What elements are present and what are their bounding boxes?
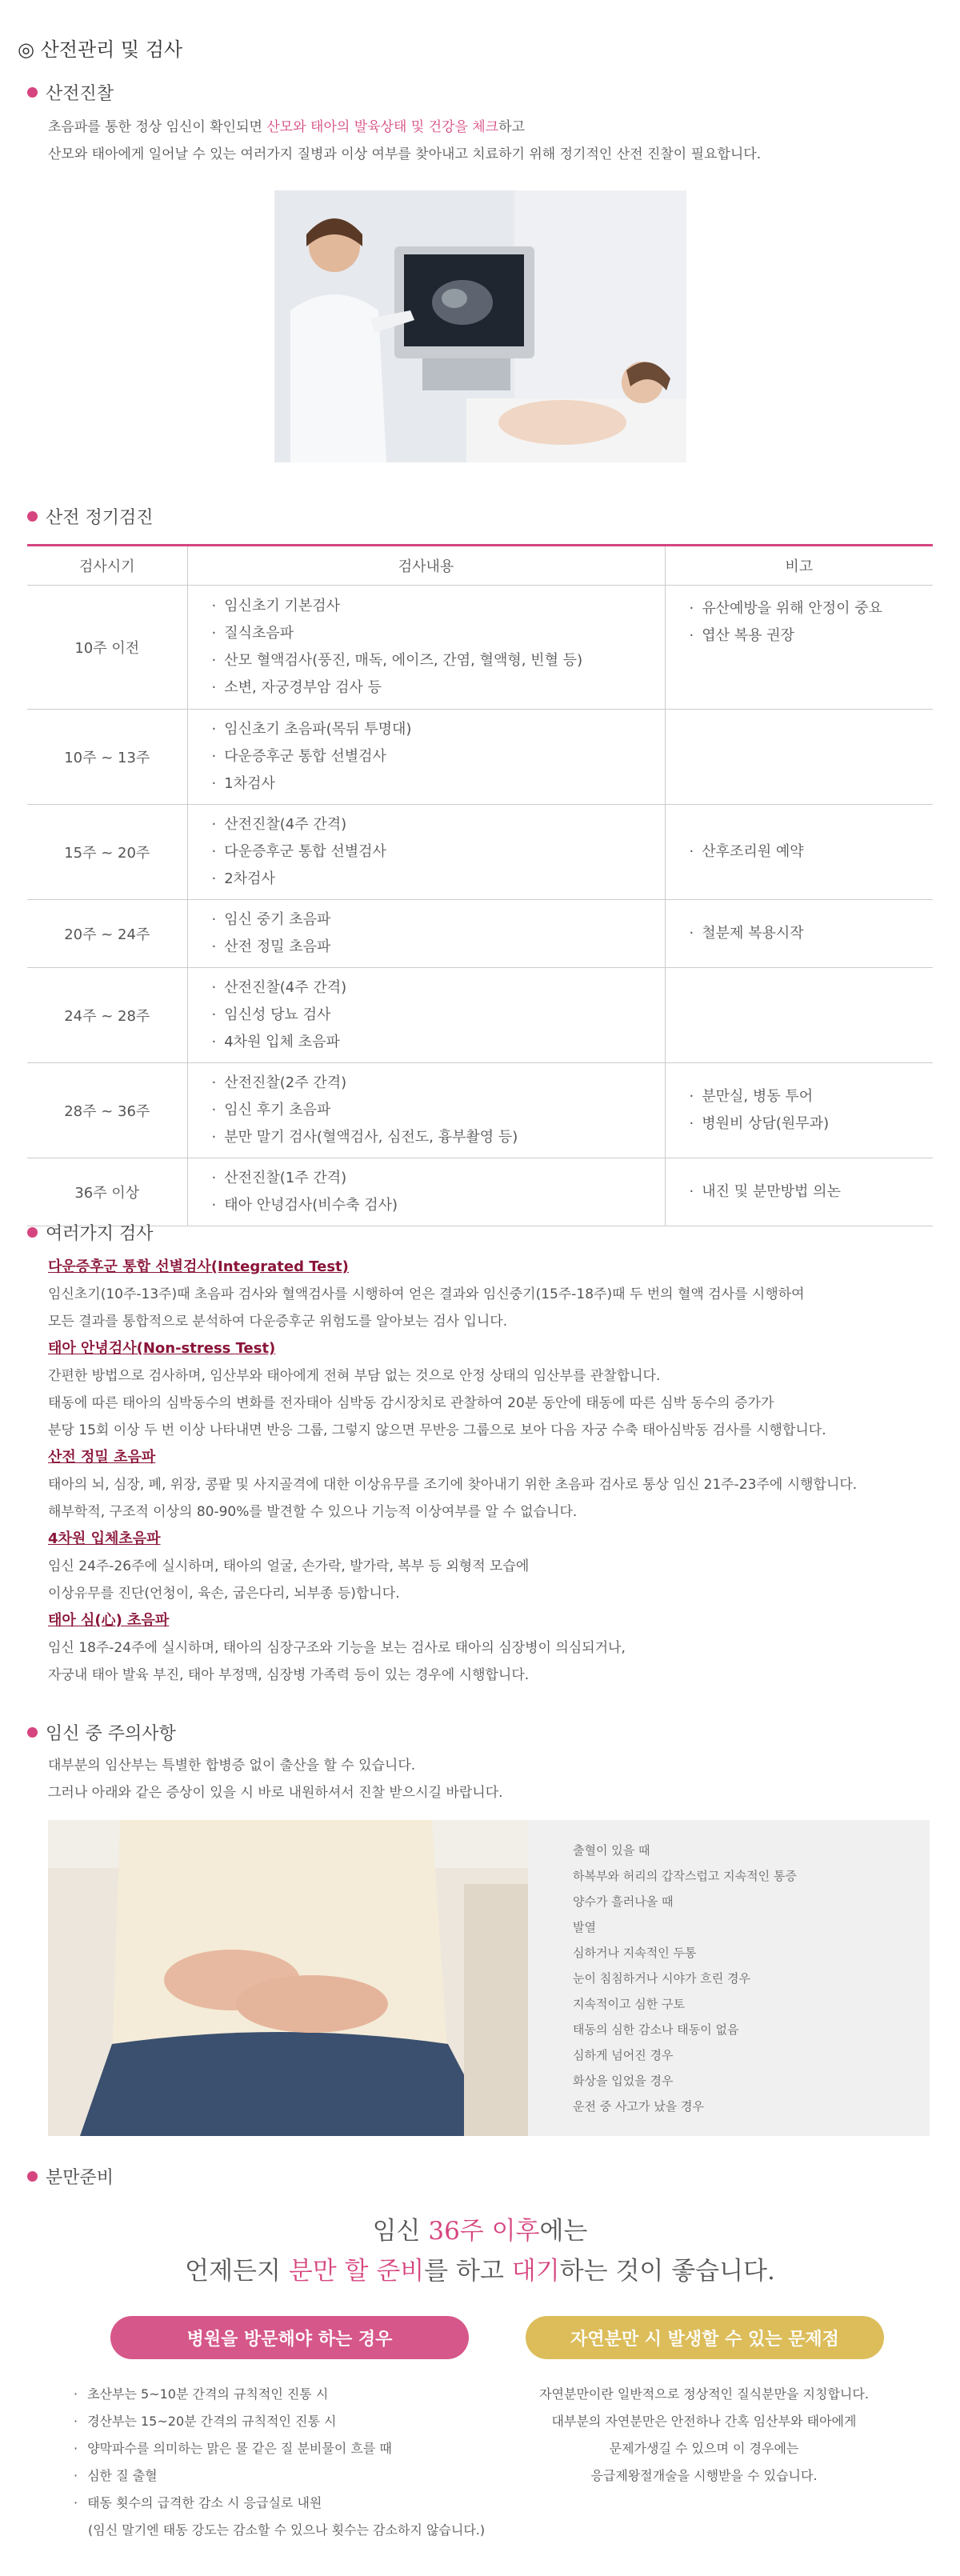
- period-cell: 10주 ~ 13주: [27, 710, 187, 805]
- bullet-dot-icon: [27, 511, 38, 522]
- test-text: 태동에 따른 태아의 심박동수의 변화를 전자태아 심박동 감시장치로 관찰하여 20분 동안에 태동에 따른 심박 동수의 증가가: [48, 1395, 774, 1411]
- test-title: 태아 안녕검사(Non-stress Test): [48, 1340, 276, 1357]
- list-item: · 엽산 복용 권장: [690, 622, 924, 650]
- test-text: 자궁내 태아 발육 부진, 태아 부정맥, 심장병 가족력 등이 있는 경우에 시행합니다.: [48, 1667, 530, 1683]
- column-header: 비고: [665, 546, 933, 586]
- caution-line-1: 대부분의 임산부는 특별한 합병증 없이 출산을 할 수 있습니다.: [48, 1758, 416, 1774]
- content-cell: [187, 1063, 665, 1158]
- list-item: 심하게 넘어진 경우: [573, 2048, 674, 2062]
- issue-line: 대부분의 자연분만은 안전하나 간혹 임산부와 태아에게: [551, 2414, 857, 2429]
- list-item: · 분만 말기 검사(혈액검사, 심전도, 흉부촬영 등): [212, 1124, 655, 1151]
- childbirth-slogan-2: 언제든지 분만 할 준비를 하고 대기하는 것이 좋습니다.: [185, 2257, 775, 2286]
- natural-birth-issues-label: 자연분만 시 발생할 수 있는 문제점: [526, 2316, 884, 2359]
- test-text: 해부학적, 구조적 이상의 80-90%를 발견할 수 있으나 기능적 이상여부를 알 수 없습니다.: [48, 1504, 578, 1520]
- period-cell: 15주 ~ 20주: [27, 805, 187, 900]
- test-title: 산전 정밀 초음파: [48, 1449, 156, 1466]
- content-cell: [187, 586, 665, 710]
- column-header: 검사시기: [27, 546, 187, 586]
- note-cell: [665, 968, 933, 1063]
- symptom-panel: [528, 1820, 930, 2136]
- content-cell: [187, 1158, 665, 1226]
- list-item: · 내진 및 분만방법 의논: [690, 1178, 924, 1206]
- list-item: · 질식초음파: [212, 620, 655, 647]
- table-row: [27, 1158, 933, 1226]
- content-cell: [187, 968, 665, 1063]
- list-item: · 병원비 상담(원무과): [690, 1110, 924, 1138]
- period-cell: 36주 이상: [27, 1158, 187, 1226]
- list-item: · 심한 질 출혈: [74, 2462, 490, 2490]
- test-title: 다운증후군 통합 선별검사(Integrated Test): [48, 1258, 349, 1275]
- note-cell: [665, 710, 933, 805]
- list-item: · 산전진찰(1주 간격): [212, 1165, 655, 1192]
- list-item: · 산전진찰(4주 간격): [212, 974, 655, 1002]
- test-title: 4차원 입체초음파: [48, 1530, 161, 1547]
- section-heading-text: 여러가지 검사: [46, 1224, 154, 1244]
- list-item: · 산모 혈액검사(풍진, 매독, 에이즈, 간염, 혈액형, 빈혈 등): [212, 647, 655, 674]
- bullet-dot-icon: [27, 2171, 38, 2182]
- test-text: 간편한 방법으로 검사하며, 임산부와 태아에게 전혀 부담 없는 것으로 안정 상태의 임산부를 관찰합니다.: [48, 1368, 661, 1384]
- section-heading-tests: [27, 1220, 154, 1245]
- test-text: 태아의 뇌, 심장, 폐, 위장, 콩팥 및 사지골격에 대한 이상유무를 조기에 찾아내기 위한 초음파 검사로 통상 임신 21주-23주에 시행합니다.: [48, 1477, 858, 1493]
- bullet-dot-icon: [27, 1727, 38, 1738]
- test-text: 모든 결과를 통합적으로 분석하여 다운증후군 위험도를 알아보는 검사 입니다.: [48, 1314, 508, 1330]
- list-item: · 철분제 복용시작: [690, 920, 924, 947]
- list-item: 눈이 침침하거나 시야가 흐린 경우: [573, 1971, 750, 1986]
- list-item-note: (임신 말기엔 태동 강도는 감소할 수 있으나 횟수는 감소하지 않습니다.): [88, 2522, 486, 2538]
- note-cell: [665, 805, 933, 900]
- list-item: · 1차검사: [212, 770, 655, 798]
- content-cell: [187, 805, 665, 900]
- caution-line-2: 그러나 아래와 같은 증상이 있을 시 바로 내원하셔서 진찰 받으시길 바랍니다.: [48, 1785, 503, 1801]
- list-item: · 태동 횟수의 급격한 감소 시 응급실로 내원: [74, 2490, 490, 2517]
- list-item: · 임신 중기 초음파: [212, 906, 655, 934]
- table-row: [27, 586, 933, 710]
- table-row: [27, 710, 933, 805]
- test-text: 임신 24주-26주에 실시하며, 태아의 얼굴, 손가락, 발가락, 복부 등 외형적 모습에: [48, 1558, 530, 1574]
- note-cell: [665, 1158, 933, 1226]
- list-item: · 분만실, 병동 투어: [690, 1083, 924, 1110]
- list-item: 태동의 심한 감소나 태동이 없음: [573, 2022, 739, 2037]
- list-item: · 경산부는 15~20분 간격의 규칙적인 진통 시: [74, 2408, 490, 2435]
- childbirth-slogan-1: 임신 36주 이후에는: [372, 2217, 588, 2246]
- period-cell: 10주 이전: [27, 586, 187, 710]
- section-heading-text: 임신 중 주의사항: [46, 1724, 176, 1744]
- list-item: · 소변, 자궁경부암 검사 등: [212, 674, 655, 702]
- section-heading-prenatal: [27, 80, 114, 105]
- pregnant-woman-photo: [48, 1820, 528, 2136]
- section-heading-caution: [27, 1720, 176, 1745]
- section-heading-checkup: [27, 504, 154, 529]
- list-item: · 다운증후군 통합 선별검사: [212, 743, 655, 770]
- issue-line: 응급제왕절개술을 시행받을 수 있습니다.: [590, 2468, 818, 2483]
- prenatal-line-1: 초음파를 통한 정상 임신이 확인되면 산모와 태아의 발육상태 및 건강을 체크하고: [48, 119, 525, 135]
- prenatal-line-2: 산모와 태아에게 일어날 수 있는 여러가지 질병과 이상 여부를 찾아내고 치료하기 위해 정기적인 산전 진찰이 필요합니다.: [48, 146, 762, 162]
- period-cell: 20주 ~ 24주: [27, 900, 187, 968]
- list-item: · 2차검사: [212, 866, 655, 893]
- note-cell: [665, 586, 933, 710]
- visit-hospital-label: 병원을 방문해야 하는 경우: [110, 2316, 469, 2359]
- test-text: 임신초기(10주-13주)때 초음파 검사와 혈액검사를 시행하여 얻은 결과와 임신중기(15주-18주)때 두 번의 혈액 검사를 시행하여: [48, 1286, 805, 1302]
- table-row: [27, 968, 933, 1063]
- list-item: 화상을 입었을 경우: [573, 2074, 674, 2088]
- bullet-dot-icon: [27, 1227, 38, 1238]
- checkup-table: [27, 544, 933, 1226]
- ultrasound-photo: [274, 190, 686, 462]
- section-heading-text: 산전진찰: [46, 84, 114, 104]
- period-cell: 24주 ~ 28주: [27, 968, 187, 1063]
- column-header: 검사내용: [187, 546, 665, 586]
- list-item: 운전 중 사고가 났을 경우: [573, 2099, 704, 2114]
- natural-birth-issues-text: [496, 2381, 912, 2490]
- section-heading-text: 산전 정기검진: [46, 508, 154, 528]
- list-item: · 산전 정밀 초음파: [212, 934, 655, 961]
- page-title: ◎ 산전관리 및 검사: [18, 38, 183, 61]
- list-item: 양수가 흘러나올 때: [573, 1894, 674, 1909]
- test-title: 태아 심(心) 초음파: [48, 1612, 170, 1629]
- list-item: 지속적이고 심한 구토: [573, 1997, 685, 2011]
- list-item: · 초산부는 5~10분 간격의 규칙적인 진통 시: [74, 2381, 490, 2408]
- bullet-dot-icon: [27, 87, 38, 98]
- list-item: · 산후조리원 예약: [690, 838, 924, 866]
- test-text: 분당 15회 이상 두 번 이상 나타내면 반응 그룹, 그렇지 않으면 무반응 그룹으로 보아 다음 자궁 수축 태아심박동 검사를 시행합니다.: [48, 1422, 826, 1438]
- table-row: [27, 1063, 933, 1158]
- test-text: 이상유무를 진단(언청이, 육손, 굽은다리, 뇌부종 등)합니다.: [48, 1586, 400, 1602]
- test-list: [48, 1254, 936, 1689]
- list-item: · 4차원 입체 초음파: [212, 1029, 655, 1056]
- test-text: 임신 18주-24주에 실시하며, 태아의 심장구조와 기능을 보는 검사로 태아의 심장병이 의심되거나,: [48, 1640, 626, 1656]
- list-item: 하복부와 허리의 갑작스럽고 지속적인 통증: [573, 1869, 797, 1883]
- content-cell: [187, 900, 665, 968]
- issue-line: 문제가생길 수 있으며 이 경우에는: [609, 2441, 799, 2456]
- issue-line: 자연분만이란 일반적으로 정상적인 질식분만을 지칭합니다.: [539, 2386, 869, 2402]
- list-item: 발열: [573, 1920, 596, 1934]
- list-item: · 산전진찰(4주 간격): [212, 811, 655, 838]
- section-heading-text: 분만준비: [46, 2168, 114, 2188]
- list-item: 심하거나 지속적인 두통: [573, 1946, 697, 1960]
- table-row: [27, 900, 933, 968]
- list-item: 출혈이 있을 때: [573, 1843, 650, 1858]
- period-cell: 28주 ~ 36주: [27, 1063, 187, 1158]
- list-item: · 임신초기 초음파(목뒤 투명대): [212, 716, 655, 743]
- list-item: · 임신 후기 초음파: [212, 1097, 655, 1124]
- list-item: · 임신성 당뇨 검사: [212, 1002, 655, 1029]
- content-cell: [187, 710, 665, 805]
- list-item: · 태아 안녕검사(비수축 검사): [212, 1192, 655, 1219]
- list-item: · 산전진찰(2주 간격): [212, 1070, 655, 1097]
- list-item: · 임신초기 기본검사: [212, 593, 655, 620]
- note-cell: [665, 900, 933, 968]
- visit-list: [74, 2381, 490, 2544]
- list-item: · 유산예방을 위해 안정이 중요: [690, 595, 924, 622]
- table-header-row: [27, 546, 933, 586]
- list-item: · 다운증후군 통합 선별검사: [212, 838, 655, 866]
- section-heading-childbirth: [27, 2164, 114, 2189]
- table-row: [27, 805, 933, 900]
- note-cell: [665, 1063, 933, 1158]
- list-item: · 양막파수를 의미하는 맑은 물 같은 질 분비물이 흐를 때: [74, 2435, 490, 2462]
